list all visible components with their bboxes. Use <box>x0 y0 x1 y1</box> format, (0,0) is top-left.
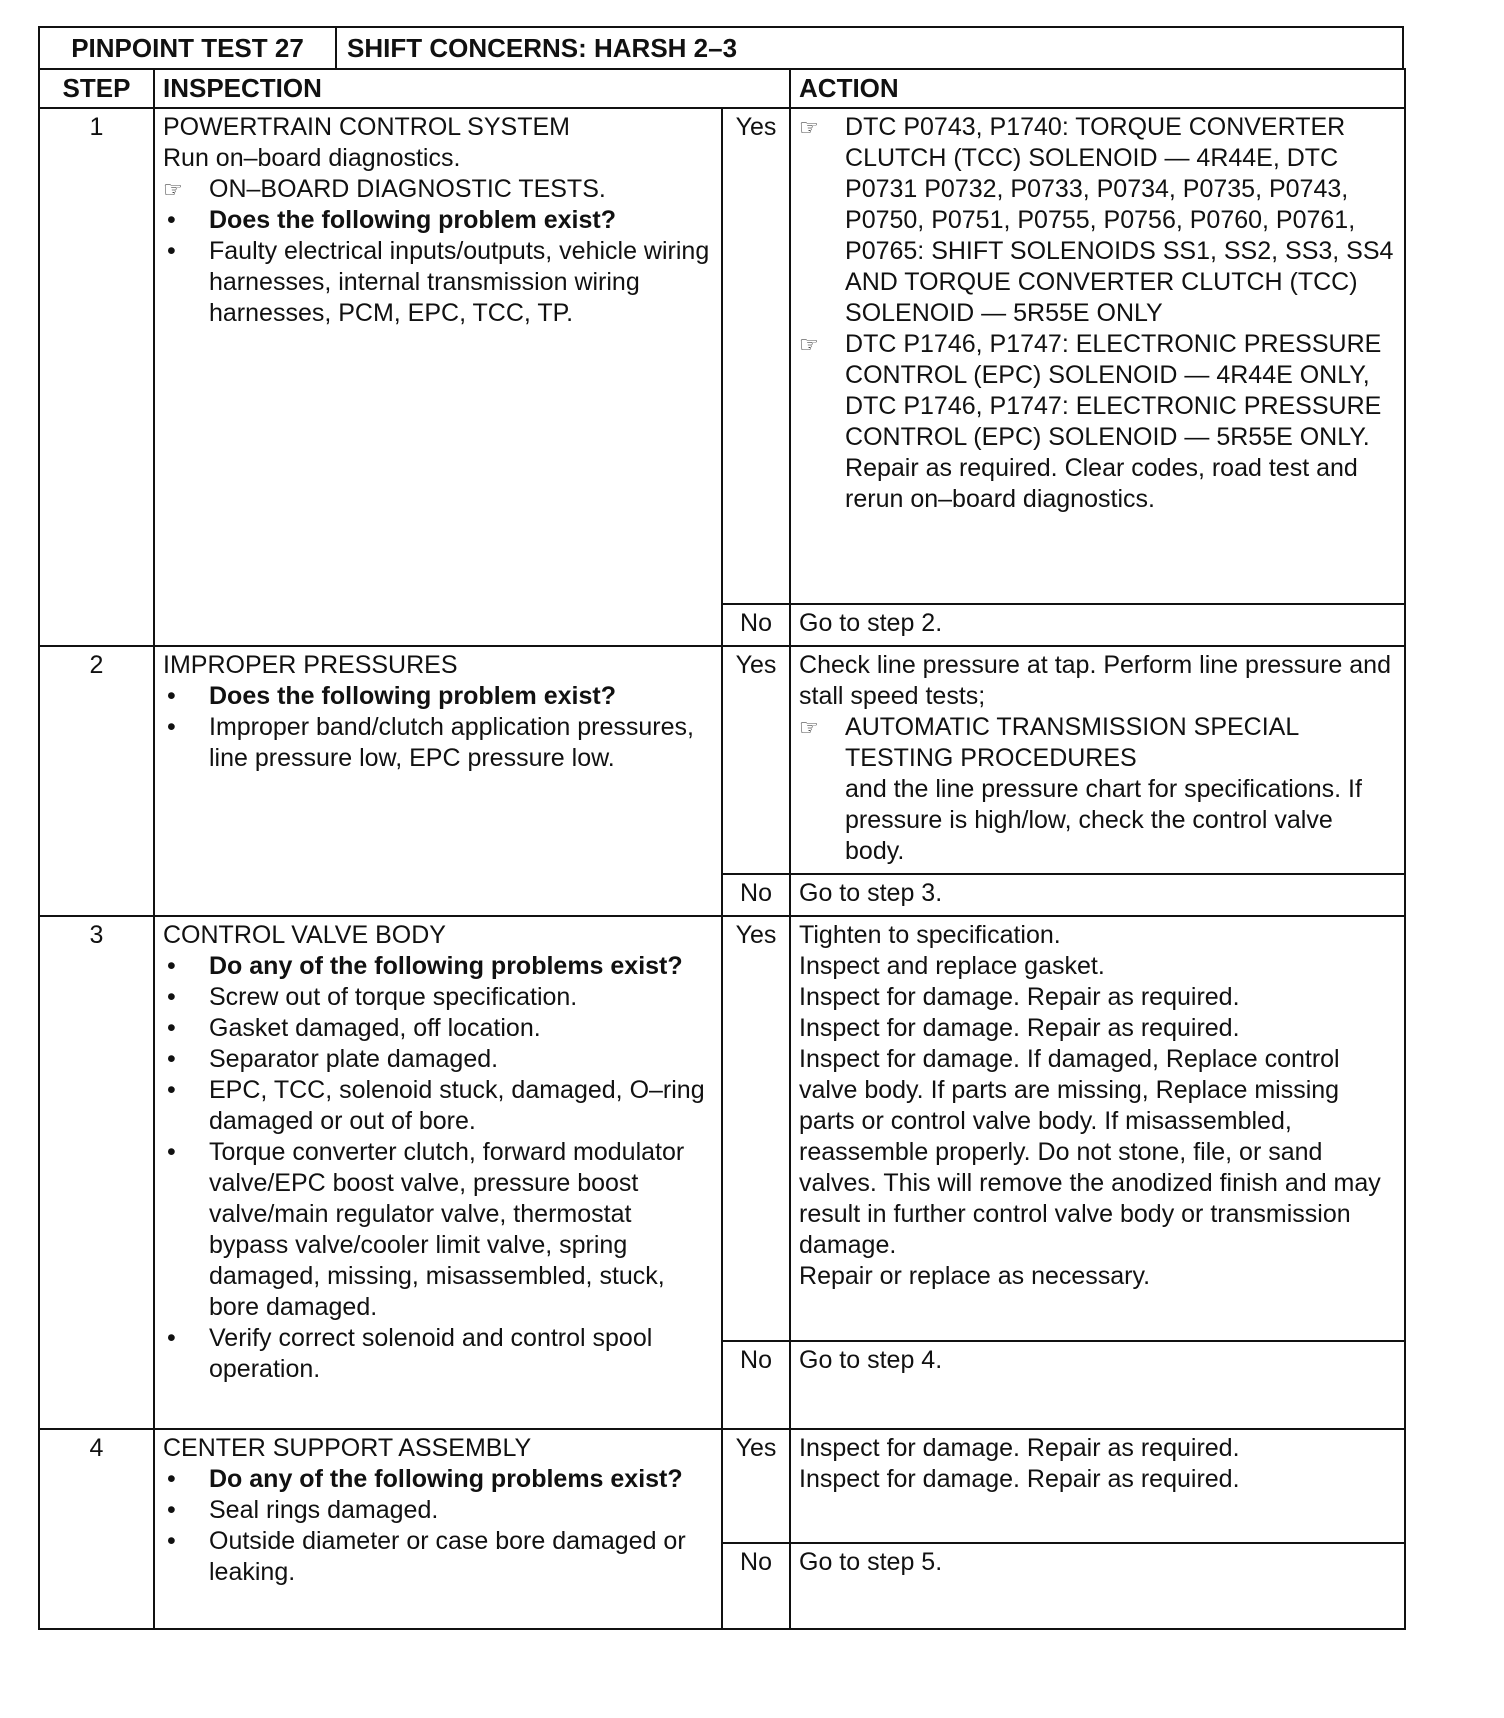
bullet-dot-icon: • <box>167 1076 176 1104</box>
step-3-item-6: Verify correct solenoid and control spool operation. <box>209 1324 653 1383</box>
pinpoint-test-table <box>38 68 1406 1630</box>
list-item <box>163 205 713 236</box>
list-item <box>163 681 713 712</box>
step-1-yes-reference-1-text: DTC P0743, P1740: TORQUE CONVERTER CLUTCH (TCC) SOLENOID — 4R44E, DTC P0731 P0732, P0733, P0734, P0735, P0743, P0750, P0751, P0755, P0756, P0760, P0761, P0765: SHIFT SOLENOIDS SS1, SS2, SS3, SS4 AND TORQUE CONVERTER CLUTCH (TCC) SOLENOID — 5R55E ONLY <box>845 113 1394 327</box>
step-2-yes-continuation: and the line pressure chart for specifications. If pressure is high/low, check the control valve body. <box>845 775 1362 865</box>
step-3-yes-line-2: Inspect and replace gasket. <box>799 952 1105 980</box>
step-3-item-2: Gasket damaged, off location. <box>209 1014 541 1042</box>
step-1-no-action: Go to step 2. <box>790 604 1405 646</box>
step-3-yes-line-4: Inspect for damage. Repair as required. <box>799 1014 1240 1042</box>
list-item <box>163 1323 713 1385</box>
list-item <box>163 1137 713 1323</box>
step-1-yes-continuation: DTC P1746, P1747: ELECTRONIC PRESSURE CONTROL (EPC) SOLENOID — 5R55E ONLY. Repair as required. Clear codes, road test and rerun on–board diagnostics. <box>845 392 1382 513</box>
step-3-item-1: Screw out of torque specification. <box>209 983 578 1011</box>
step-1-list <box>163 205 713 329</box>
step-3-yes-label: Yes <box>722 916 790 1341</box>
bullet-dot-icon: • <box>167 1324 176 1352</box>
step-4-inspection <box>154 1429 722 1629</box>
step-3-no-action: Go to step 4. <box>790 1341 1405 1429</box>
list-item <box>163 236 713 329</box>
bullet-dot-icon: • <box>167 713 176 741</box>
inspection-column-header: INSPECTION <box>154 69 790 108</box>
pinpoint-test-sheet <box>38 26 1404 1630</box>
bullet-dot-icon: • <box>167 952 176 980</box>
step-2-question: Does the following problem exist? <box>209 682 616 710</box>
header-row <box>39 69 1405 108</box>
pointing-hand-icon: ☞ <box>799 332 819 357</box>
step-3-yes-line-3: Inspect for damage. Repair as required. <box>799 983 1240 1011</box>
step-1-instruction: Run on–board diagnostics. <box>163 144 461 172</box>
step-1-yes-row <box>39 108 1405 604</box>
step-1-yes-label: Yes <box>722 108 790 604</box>
bullet-dot-icon: • <box>167 1138 176 1166</box>
step-3-item-5: Torque converter clutch, forward modulator valve/EPC boost valve, pressure boost valve/main regulator valve, thermostat bypass valve/cooler limit valve, spring damaged, missing, misassembled, stuck, bore damaged. <box>209 1138 685 1321</box>
step-1-question: Does the following problem exist? <box>209 206 616 234</box>
step-4-yes-row <box>39 1429 1405 1543</box>
list-item <box>163 1464 713 1495</box>
step-3-yes-row <box>39 916 1405 1341</box>
step-2-yes-intro: Check line pressure at tap. Perform line pressure and stall speed tests; <box>799 651 1391 710</box>
step-1-number: 1 <box>39 108 154 646</box>
step-1-yes-reference-1 <box>799 112 1396 329</box>
step-4-number: 4 <box>39 1429 154 1629</box>
list-item <box>163 951 713 982</box>
step-2-item-1: Improper band/clutch application pressures, line pressure low, EPC pressure low. <box>209 713 694 772</box>
step-2-yes-reference-text: AUTOMATIC TRANSMISSION SPECIAL TESTING PROCEDURES <box>845 713 1299 772</box>
step-1-no-label: No <box>722 604 790 646</box>
bullet-dot-icon: • <box>167 1045 176 1073</box>
action-column-header: ACTION <box>790 69 1405 108</box>
step-2-list <box>163 681 713 774</box>
step-1-inspection <box>154 108 722 646</box>
step-column-header: STEP <box>39 69 154 108</box>
step-4-yes-line-1: Inspect for damage. Repair as required. <box>799 1434 1240 1462</box>
step-4-item-1: Seal rings damaged. <box>209 1496 439 1524</box>
step-4-list <box>163 1464 713 1588</box>
step-3-yes-action <box>790 916 1405 1341</box>
step-2-inspection <box>154 646 722 916</box>
step-3-title: CONTROL VALVE BODY <box>163 921 446 949</box>
pointing-hand-icon: ☞ <box>799 115 819 140</box>
step-4-yes-label: Yes <box>722 1429 790 1543</box>
pinpoint-test-number: PINPOINT TEST 27 <box>40 28 337 68</box>
title-bar <box>38 26 1404 68</box>
step-1-item-1: Faulty electrical inputs/outputs, vehicle wiring harnesses, internal transmission wiring harnesses, PCM, EPC, TCC, TP. <box>209 237 710 327</box>
step-1-yes-reference-2-text: DTC P1746, P1747: ELECTRONIC PRESSURE CONTROL (EPC) SOLENOID — 4R44E ONLY, <box>845 330 1382 389</box>
step-4-title: CENTER SUPPORT ASSEMBLY <box>163 1434 532 1462</box>
bullet-dot-icon: • <box>167 1496 176 1524</box>
step-3-number: 3 <box>39 916 154 1429</box>
step-3-yes-line-1: Tighten to specification. <box>799 921 1061 949</box>
step-1-yes-reference-2 <box>799 329 1396 391</box>
step-2-no-action: Go to step 3. <box>790 874 1405 916</box>
step-3-list <box>163 951 713 1385</box>
step-3-no-label: No <box>722 1341 790 1429</box>
bullet-dot-icon: • <box>167 983 176 1011</box>
step-2-yes-label: Yes <box>722 646 790 874</box>
list-item <box>163 712 713 774</box>
step-2-no-label: No <box>722 874 790 916</box>
step-3-yes-line-6: Repair or replace as necessary. <box>799 1262 1151 1290</box>
step-3-item-4: EPC, TCC, solenoid stuck, damaged, O–ring damaged or out of bore. <box>209 1076 705 1135</box>
list-item <box>163 982 713 1013</box>
step-4-no-label: No <box>722 1543 790 1629</box>
list-item <box>163 1075 713 1137</box>
step-2-number: 2 <box>39 646 154 916</box>
step-1-title: POWERTRAIN CONTROL SYSTEM <box>163 113 570 141</box>
step-4-item-2: Outside diameter or case bore damaged or leaking. <box>209 1527 686 1586</box>
pointing-hand-icon: ☞ <box>799 715 819 740</box>
bullet-dot-icon: • <box>167 1465 176 1493</box>
list-item <box>163 1526 713 1588</box>
step-2-yes-row <box>39 646 1405 874</box>
bullet-dot-icon: • <box>167 1014 176 1042</box>
step-1-yes-action <box>790 108 1405 604</box>
pointing-hand-icon: ☞ <box>163 177 183 202</box>
bullet-dot-icon: • <box>167 206 176 234</box>
list-item <box>163 1044 713 1075</box>
step-1-reference <box>163 174 713 205</box>
pinpoint-test-title: SHIFT CONCERNS: HARSH 2–3 <box>347 33 738 63</box>
step-3-item-3: Separator plate damaged. <box>209 1045 499 1073</box>
step-1-reference-text: ON–BOARD DIAGNOSTIC TESTS. <box>209 175 606 203</box>
step-3-question: Do any of the following problems exist? <box>209 952 683 980</box>
step-4-yes-action <box>790 1429 1405 1543</box>
step-4-no-action: Go to step 5. <box>790 1543 1405 1629</box>
step-3-inspection <box>154 916 722 1429</box>
list-item <box>163 1013 713 1044</box>
step-4-question: Do any of the following problems exist? <box>209 1465 683 1493</box>
step-3-yes-line-5: Inspect for damage. If damaged, Replace control valve body. If parts are missing, Replace missing parts or control valve body. If misassembled, reassemble properly. Do not stone, file, or sand valves. This will remove the anodized finish and may result in further control valve body or transmission damage. <box>799 1045 1381 1259</box>
step-2-yes-reference <box>799 712 1396 774</box>
step-4-yes-line-2: Inspect for damage. Repair as required. <box>799 1465 1240 1493</box>
list-item <box>163 1495 713 1526</box>
bullet-dot-icon: • <box>167 1527 176 1555</box>
step-2-title: IMPROPER PRESSURES <box>163 651 458 679</box>
bullet-dot-icon: • <box>167 237 176 265</box>
step-2-yes-action <box>790 646 1405 874</box>
bullet-dot-icon: • <box>167 682 176 710</box>
